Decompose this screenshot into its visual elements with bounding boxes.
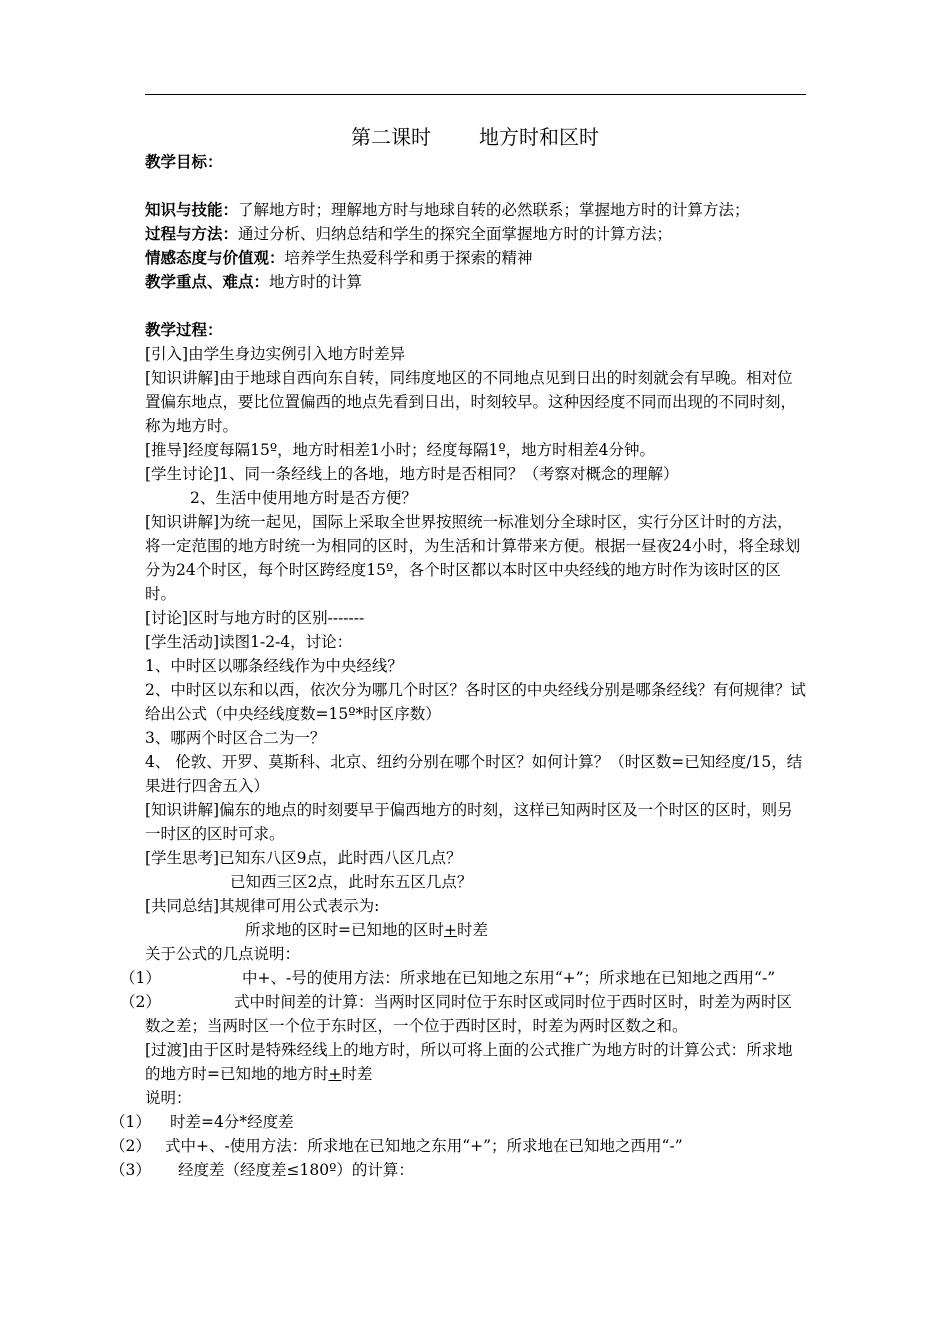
note-item: （2） 式中时间差的计算：当两时区同时位于东时区或同时位于西时区时，时差为两时区数之差；当两时区一个位于东时区，一个位于西时区时，时差为两时区数之和。 <box>120 993 793 1035</box>
goal-keypoints: 教学重点、难点：地方时的计算 <box>145 272 363 291</box>
goals-heading: 教学目标： <box>145 152 223 171</box>
goal-attitude: 情感态度与价值观：培养学生热爱科学和勇于探索的精神 <box>145 248 533 267</box>
process-heading: 教学过程： <box>145 320 223 339</box>
paragraph: [推导]经度每隔15º，地方时相差1小时；经度每隔1º，地方时相差4分钟。 <box>145 441 655 459</box>
paragraph: [知识讲解]由于地球自西向东自转，同纬度地区的不同地点见到日出的时刻就会有早晚。相对位置偏东地点，要比位置偏西的地点先看到日出，时刻较早。这种因经度不同而出现的不同时刻，称为地方时。 <box>145 369 797 435</box>
paragraph: [知识讲解]为统一起见，国际上采取全世界按照统一标准划分全球时区，实行分区计时的方法，将一定范围的地方时统一为相同的区时，为生活和计算带来方便。根据一昼夜24小时，将全球划分为24个时区，每个时区跨经度15º，各个时区都以本时区中央经线的地方时作为该时区的区时。 <box>145 513 801 603</box>
list-item: 3、哪两个时区合二为一？ <box>145 729 326 747</box>
title-topic: 地方时和区时 <box>479 125 599 149</box>
paragraph: [共同总结]其规律可用公式表示为: <box>145 897 380 915</box>
list-item: 4、 伦敦、开罗、莫斯科、北京、纽约分别在哪个时区？如何计算？（时区数=已知经度/15，结果进行四舍五入） <box>145 753 803 795</box>
paragraph: 关于公式的几点说明： <box>145 945 301 963</box>
paragraph: [学生活动]读图1-2-4，讨论： <box>145 633 353 651</box>
note-item: （1） 时差=4分*经度差 <box>110 1113 294 1131</box>
paragraph: [学生讨论]1、同一条经线上的各地，地方时是否相同？（考察对概念的理解） <box>145 465 679 483</box>
header-rule <box>145 94 806 95</box>
goal-process: 过程与方法：通过分析、归纳总结和学生的探究全面掌握地方时的计算方法； <box>145 224 673 243</box>
list-item: 2、中时区以东和以西，依次分为哪几个时区？各时区的中央经线分别是哪条经线？有何规律？试给出公式（中央经线度数=15º*时区序数） <box>145 681 806 723</box>
page-title <box>0 124 950 150</box>
paragraph: [引入]由学生身边实例引入地方时差异 <box>145 345 406 363</box>
list-item: 1、中时区以哪条经线作为中央经线？ <box>145 657 403 675</box>
formula: 所求地的区时=已知地的区时+时差 <box>245 921 489 939</box>
paragraph: [学生思考]已知东八区9点，此时西八区几点？ <box>145 849 462 867</box>
paragraph: [知识讲解]偏东的地点的时刻要早于偏西地方的时刻，这样已知两时区及一个时区的区时，则另一时区的区时可求。 <box>145 801 793 843</box>
document-body <box>110 150 807 1182</box>
goal-knowledge: 知识与技能：了解地方时；理解地方时与地球自转的必然联系；掌握地方时的计算方法； <box>145 200 750 219</box>
title-lesson: 第二课时 <box>351 125 431 149</box>
paragraph: 2、生活中使用地方时是否方便？ <box>190 489 417 507</box>
paragraph: 已知西三区2点，此时东五区几点？ <box>230 873 473 891</box>
note-item: （1） 中+、-号的使用方法：所求地在已知地之东用“+”；所求地在已知地之西用“-” <box>120 969 776 987</box>
paragraph: 说明： <box>145 1089 192 1107</box>
note-item: （3） 经度差（经度差≤180º）的计算： <box>110 1161 414 1179</box>
note-item: （2） 式中+、-使用方法：所求地在已知地之东用“+”；所求地在已知地之西用“-” <box>110 1137 683 1155</box>
paragraph: [过渡]由于区时是特殊经线上的地方时，所以可将上面的公式推广为地方时的计算公式：所求地的地方时=已知地的地方时+时差 <box>145 1041 793 1083</box>
paragraph: [讨论]区时与地方时的区别------- <box>145 609 365 627</box>
